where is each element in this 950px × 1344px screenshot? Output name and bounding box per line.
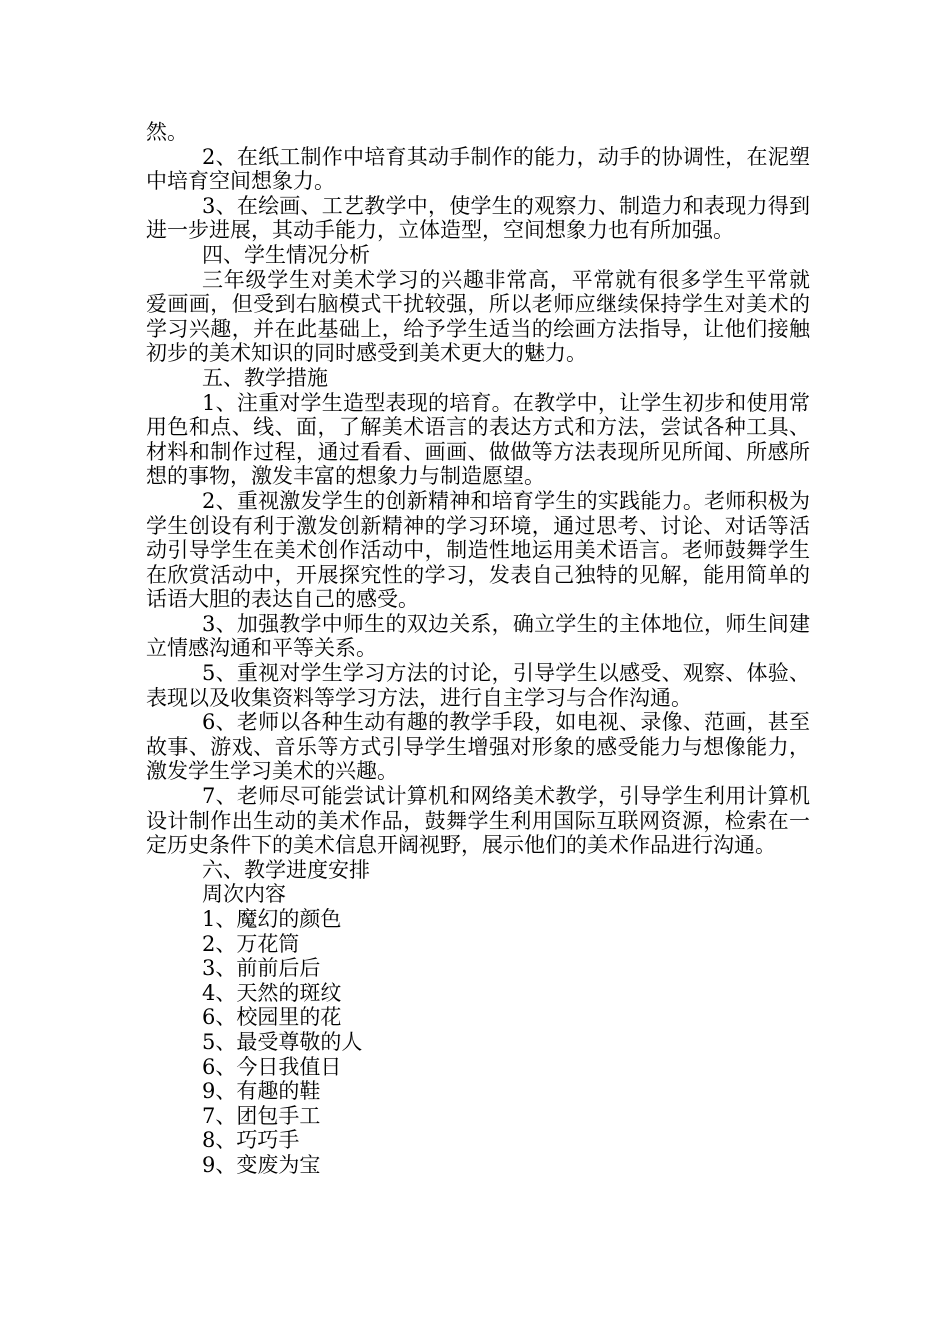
schedule-item: 6、校园里的花 bbox=[202, 1005, 342, 1030]
paragraph-student-analysis: 三年级学生对美术学习的兴趣非常高，平常就有很多学生平常就爱画画，但受到右脑模式干扰较强，所以老师应继续保持学生对美术的学习兴趣，并在此基础上，给予学生适当的绘画方法指导，让他们接触初步的美术知识的同时感受到美术更大的魅力。 bbox=[146, 267, 810, 366]
schedule-item: 9、变废为宝 bbox=[202, 1152, 321, 1177]
paragraph-goal-3: 3、在绘画、工艺教学中，使学生的观察力、制造力和表现力得到进一步进展，其动手能力，立体造型，空间想象力也有所加强。 bbox=[146, 193, 810, 243]
schedule-item: 2、万花筒 bbox=[202, 931, 300, 956]
schedule-item: 1、魔幻的颜色 bbox=[202, 907, 342, 931]
schedule-item: 9、有趣的鞋 bbox=[202, 1079, 321, 1104]
paragraph-measure-7: 7、老师尽可能尝试计算机和网络美术教学，引导学生利用计算机设计制作出生动的美术作品，鼓舞学生利用国际互联网资源，检索在一定历史条件下的美术信息开阔视野，展示他们的美术作品进行沟通。 bbox=[146, 784, 810, 858]
paragraph-measure-2: 2、重视激发学生的创新精神和培育学生的实践能力。老师积极为学生创设有利于激发创新精神的学习环境，通过思考、讨论、对话等活动引导学生在美术创作活动中，制造性地运用美术语言。老师鼓舞学生在欣赏活动中，开展探究性的学习，发表自己独特的见解，能用简单的话语大胆的表达自己的感受。 bbox=[146, 488, 810, 612]
schedule-item: 7、团包手工 bbox=[202, 1103, 321, 1128]
schedule-item: 3、前前后后 bbox=[202, 956, 321, 981]
paragraph-measure-3: 3、加强教学中师生的双边关系，确立学生的主体地位，师生间建立情感沟通和平等关系。 bbox=[146, 611, 810, 661]
schedule-header: 周次内容 bbox=[202, 882, 286, 907]
schedule-item: 6、今日我值日 bbox=[202, 1054, 342, 1079]
schedule-item: 4、天然的斑纹 bbox=[202, 980, 342, 1005]
section-heading-teaching-measures: 五、教学措施 bbox=[202, 365, 328, 390]
section-heading-student-analysis: 四、学生情况分析 bbox=[202, 242, 370, 267]
document-page bbox=[146, 120, 810, 1178]
schedule-item: 8、巧巧手 bbox=[202, 1128, 300, 1153]
paragraph-measure-6: 6、老师以各种生动有趣的教学手段，如电视、录像、范画，甚至故事、游戏、音乐等方式引导学生增强对形象的感受能力与想像能力，激发学生学习美术的兴趣。 bbox=[146, 710, 810, 784]
section-heading-schedule: 六、教学进度安排 bbox=[202, 857, 370, 882]
paragraph-goal-2: 2、在纸工制作中培育其动手制作的能力，动手的协调性，在泥塑中培育空间想象力。 bbox=[146, 144, 810, 194]
paragraph-measure-1: 1、注重对学生造型表现的培育。在教学中，让学生初步和使用常用色和点、线、面，了解美术语言的表达方式和方法，尝试各种工具、材料和制作过程，通过看看、画画、做做等方法表现所见所闻、所感所想的事物，激发丰富的想象力与制造愿望。 bbox=[146, 390, 810, 489]
paragraph-continuation: 然。 bbox=[146, 120, 188, 144]
paragraph-measure-5: 5、重视对学生学习方法的讨论，引导学生以感受、观察、体验、表现以及收集资料等学习方法，进行自主学习与合作沟通。 bbox=[146, 661, 810, 710]
schedule-item: 5、最受尊敬的人 bbox=[202, 1029, 363, 1054]
